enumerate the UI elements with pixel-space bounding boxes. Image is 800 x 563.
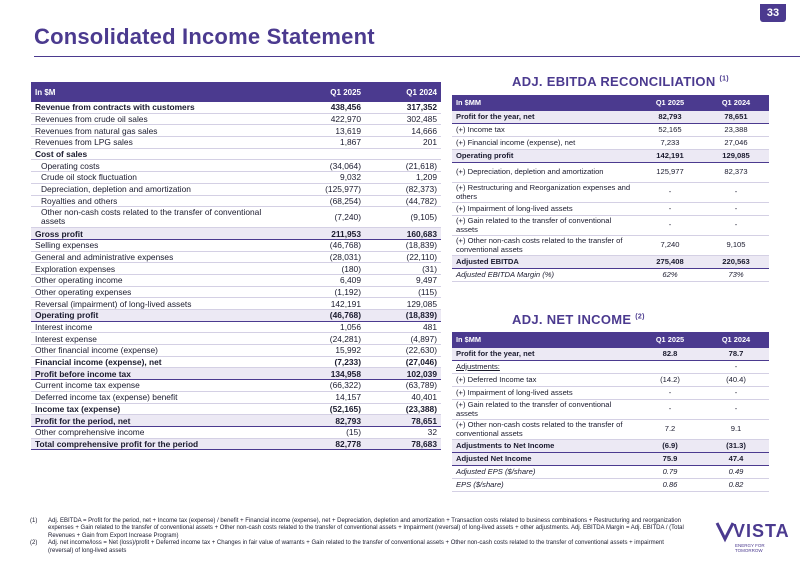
row-label: Operating profit [31,310,289,322]
row-value: 211,953 [289,228,365,240]
row-label: Exploration expenses [31,263,289,275]
table-row [31,102,441,113]
row-value: 82,778 [289,438,365,450]
row-value: 23,388 [703,124,769,137]
row-value: - [703,400,769,420]
row-value: (40.4) [703,374,769,387]
row-label: (+) Other non-cash costs related to the transfer of conventional assets [452,420,637,440]
column-header: In $MM [452,95,637,111]
footnote: (2) Adj. net income/loss = Net (loss)/profit + Deferred income tax + Changes in fair value of warrants + Gain related to the transfer of conventional assets + Other non-cash costs related to the transfer of conventional assets + impairment (reversal) of long-lived assets [30,540,664,554]
row-value: (23,388) [365,403,441,415]
row-value: 14,157 [289,391,365,403]
table-row [31,137,441,149]
row-label: (+) Restructuring and Reorganization expenses and others [452,183,637,203]
table-header-row [452,95,769,111]
table-row [452,124,769,137]
row-value: 82,373 [703,163,769,183]
row-value: 317,352 [365,102,441,113]
table-row [31,286,441,298]
row-label: Profit for the period, net [31,415,289,427]
row-value: (63,789) [365,380,441,392]
row-value: (82,373) [365,183,441,195]
row-label: Adjusted EPS ($/share) [452,466,637,479]
table-row [31,415,441,427]
row-value: - [703,387,769,400]
row-value: 438,456 [289,102,365,113]
row-value: 14,666 [365,125,441,137]
row-value: (15) [289,426,365,438]
row-value: 125,977 [637,163,703,183]
table-row [452,348,769,361]
row-value: 7,233 [637,137,703,150]
footnotes [30,518,690,555]
row-value: (22,630) [365,345,441,357]
row-label: Cost of sales [31,148,289,160]
row-label: (+) Financial income (expense), net [452,137,637,150]
row-value: (1,192) [289,286,365,298]
row-label: Income tax (expense) [31,403,289,415]
row-value: 422,970 [289,113,365,125]
row-value: (4,897) [365,333,441,345]
row-label: (+) Depreciation, depletion and amortization [452,163,637,183]
table-row [31,113,441,125]
row-value: 102,039 [365,368,441,380]
table-header-row [452,332,769,348]
row-label: Revenue from contracts with customers [31,102,289,113]
table-row [452,479,769,492]
row-value: (68,254) [289,195,365,207]
row-value: 78,651 [703,111,769,124]
column-header: In $MM [452,332,637,348]
row-label: Depreciation, depletion and amortization [31,183,289,195]
row-value: (9,105) [365,207,441,228]
row-value: 275,408 [637,256,703,269]
logo-mark-icon [715,519,735,543]
row-label: Operating profit [452,150,637,163]
table-row [31,368,441,380]
row-value: 40,401 [365,391,441,403]
table-row [31,321,441,333]
table-row [31,251,441,263]
row-value: 0.86 [637,479,703,492]
row-value: 1,209 [365,172,441,184]
net-income-section-title: ADJ. NET INCOME $^{(2)}$ [512,312,645,327]
row-value: 32 [365,426,441,438]
row-label: Interest income [31,321,289,333]
row-value: 220,563 [703,256,769,269]
page-number: 33 [760,4,786,22]
table-row [452,236,769,256]
table-row [452,183,769,203]
row-value: - [637,400,703,420]
table-row [31,310,441,322]
row-value: 9,105 [703,236,769,256]
row-value: 62% [637,269,703,282]
row-value: (46,768) [289,310,365,322]
row-value: - [637,203,703,216]
row-value: - [637,183,703,203]
table-row [31,380,441,392]
row-value: (18,839) [365,310,441,322]
table-row [452,400,769,420]
table-row [31,183,441,195]
net-income-table [452,332,769,492]
row-label: Revenues from LPG sales [31,137,289,149]
row-value: 47.4 [703,453,769,466]
row-value: (22,110) [365,251,441,263]
table-row [452,269,769,282]
table-row [31,333,441,345]
row-value: - [637,216,703,236]
row-label: Interest expense [31,333,289,345]
row-value: 82.8 [637,348,703,361]
row-value: 160,683 [365,228,441,240]
row-label: Profit before income tax [31,368,289,380]
ebitda-section-title: ADJ. EBITDA RECONCILIATION $^{(1)}$ [512,74,729,89]
row-value: 9.1 [703,420,769,440]
row-value: 27,046 [703,137,769,150]
row-label: Reversal (impairment) of long-lived assets [31,298,289,310]
row-value: 82,793 [289,415,365,427]
row-label: Other comprehensive income [31,426,289,438]
row-label: Profit for the year, net [452,348,637,361]
row-value: 15,992 [289,345,365,357]
row-value: (31.3) [703,440,769,453]
row-label: Other non-cash costs related to the transfer of conventional assets [31,207,289,228]
row-label: Adjusted EBITDA Margin (%) [452,269,637,282]
row-label: Crude oil stock fluctuation [31,172,289,184]
table-row [31,345,441,357]
row-value: (46,768) [289,239,365,251]
table-row [31,160,441,172]
table-row [31,403,441,415]
row-value [637,361,703,374]
row-label: Total comprehensive profit for the period [31,438,289,450]
table-row [452,163,769,183]
row-label: Revenues from natural gas sales [31,125,289,137]
title-rule [34,56,800,57]
footnote: (1) Adj. EBITDA = Profit for the period, net + Income tax (expense) / benefit + Financial income (expense), net + Depreciation, depletion and amortization + Transaction costs related to business combinations + Restructuring and reorganization expenses + Gain related to the transfer of conventional assets + Other non-cash costs related to the transfer of conventional assets + Impairment (reversal) of long-lived assets + other adjustments. Adj. EBITDA Margin = Adj. EBITDA / (Total Revenues + Gain from Export Increase Program) [30,518,684,539]
table-row [452,256,769,269]
row-value: (34,064) [289,160,365,172]
row-value: 78,683 [365,438,441,450]
row-label: Deferred income tax (expense) benefit [31,391,289,403]
row-label: Financial income (expense), net [31,356,289,368]
ebitda-reconciliation-table [452,95,769,282]
row-value: 78,651 [365,415,441,427]
row-value: (21,618) [365,160,441,172]
row-value: (66,322) [289,380,365,392]
row-value: 78.7 [703,348,769,361]
row-value: (28,031) [289,251,365,263]
column-header: Q1 2024 [365,82,441,102]
table-row [452,374,769,387]
row-label: Adjustments to Net Income [452,440,637,453]
income-statement-table [31,82,441,450]
table-row [452,453,769,466]
row-value [365,148,441,160]
row-value: 129,085 [703,150,769,163]
row-value [289,148,365,160]
row-value: 73% [703,269,769,282]
column-header: In $M [31,82,289,102]
row-value: 75.9 [637,453,703,466]
row-value: 82,793 [637,111,703,124]
column-header: Q1 2025 [289,82,365,102]
row-value: 6,409 [289,274,365,286]
row-value: (7,233) [289,356,365,368]
row-label: Profit for the year, net [452,111,637,124]
column-header: Q1 2024 [703,95,769,111]
table-row [31,263,441,275]
table-row [31,228,441,240]
table-row [31,391,441,403]
row-label: (+) Impairment of long-lived assets [452,387,637,400]
row-label: Royalties and others [31,195,289,207]
row-value: - [703,216,769,236]
row-value: - [637,387,703,400]
row-value: 0.82 [703,479,769,492]
table-row [31,239,441,251]
row-value: (180) [289,263,365,275]
column-header: Q1 2025 [637,332,703,348]
table-row [452,466,769,479]
company-logo: VISTA ENERGY FOR TOMORROW [715,519,785,553]
row-value: (24,281) [289,333,365,345]
row-value: (6.9) [637,440,703,453]
table-row [452,216,769,236]
row-label: General and administrative expenses [31,251,289,263]
table-row [31,274,441,286]
column-header: Q1 2025 [637,95,703,111]
table-row [31,125,441,137]
row-label: Adjusted EBITDA [452,256,637,269]
row-value: 142,191 [637,150,703,163]
row-label: (+) Gain related to the transfer of conventional assets [452,216,637,236]
row-label: (+) Gain related to the transfer of conventional assets [452,400,637,420]
table-row [31,438,441,450]
row-value: (52,165) [289,403,365,415]
row-value: - [703,361,769,374]
table-row [452,361,769,374]
table-row [31,207,441,228]
row-label: Adjustments: [452,361,637,374]
row-value: 52,165 [637,124,703,137]
row-value: 134,958 [289,368,365,380]
row-value: (31) [365,263,441,275]
row-value: 0.79 [637,466,703,479]
row-value: 1,056 [289,321,365,333]
table-header-row [31,82,441,102]
row-value: 9,032 [289,172,365,184]
row-label: Other operating income [31,274,289,286]
table-row [452,111,769,124]
row-value: (14.2) [637,374,703,387]
row-value: 201 [365,137,441,149]
table-row [31,426,441,438]
row-value: 142,191 [289,298,365,310]
table-row [31,195,441,207]
row-value: 481 [365,321,441,333]
row-label: Revenues from crude oil sales [31,113,289,125]
row-value: (125,977) [289,183,365,195]
row-value: 129,085 [365,298,441,310]
row-value: (115) [365,286,441,298]
row-label: Gross profit [31,228,289,240]
row-value: - [703,203,769,216]
row-label: Operating costs [31,160,289,172]
table-row [31,172,441,184]
row-value: (7,240) [289,207,365,228]
row-label: (+) Deferred Income tax [452,374,637,387]
row-value: (27,046) [365,356,441,368]
row-value: 302,485 [365,113,441,125]
table-row [31,148,441,160]
row-value: - [703,183,769,203]
table-row [452,440,769,453]
row-label: (+) Impairment of long-lived assets [452,203,637,216]
row-value: 7,240 [637,236,703,256]
table-row [452,420,769,440]
row-label: Other operating expenses [31,286,289,298]
table-row [31,356,441,368]
row-value: 1,867 [289,137,365,149]
row-value: 9,497 [365,274,441,286]
row-value: 13,619 [289,125,365,137]
row-label: (+) Other non-cash costs related to the transfer of conventional assets [452,236,637,256]
table-row [452,203,769,216]
table-row [452,387,769,400]
row-label: EPS ($/share) [452,479,637,492]
row-label: Adjusted Net Income [452,453,637,466]
row-value: (44,782) [365,195,441,207]
row-label: Other financial income (expense) [31,345,289,357]
table-row [31,298,441,310]
row-value: 0.49 [703,466,769,479]
row-label: (+) Income tax [452,124,637,137]
row-label: Current income tax expense [31,380,289,392]
row-label: Selling expenses [31,239,289,251]
page-title: Consolidated Income Statement [34,24,375,49]
row-value: 7.2 [637,420,703,440]
row-value: (18,839) [365,239,441,251]
table-row [452,150,769,163]
column-header: Q1 2024 [703,332,769,348]
table-row [452,137,769,150]
